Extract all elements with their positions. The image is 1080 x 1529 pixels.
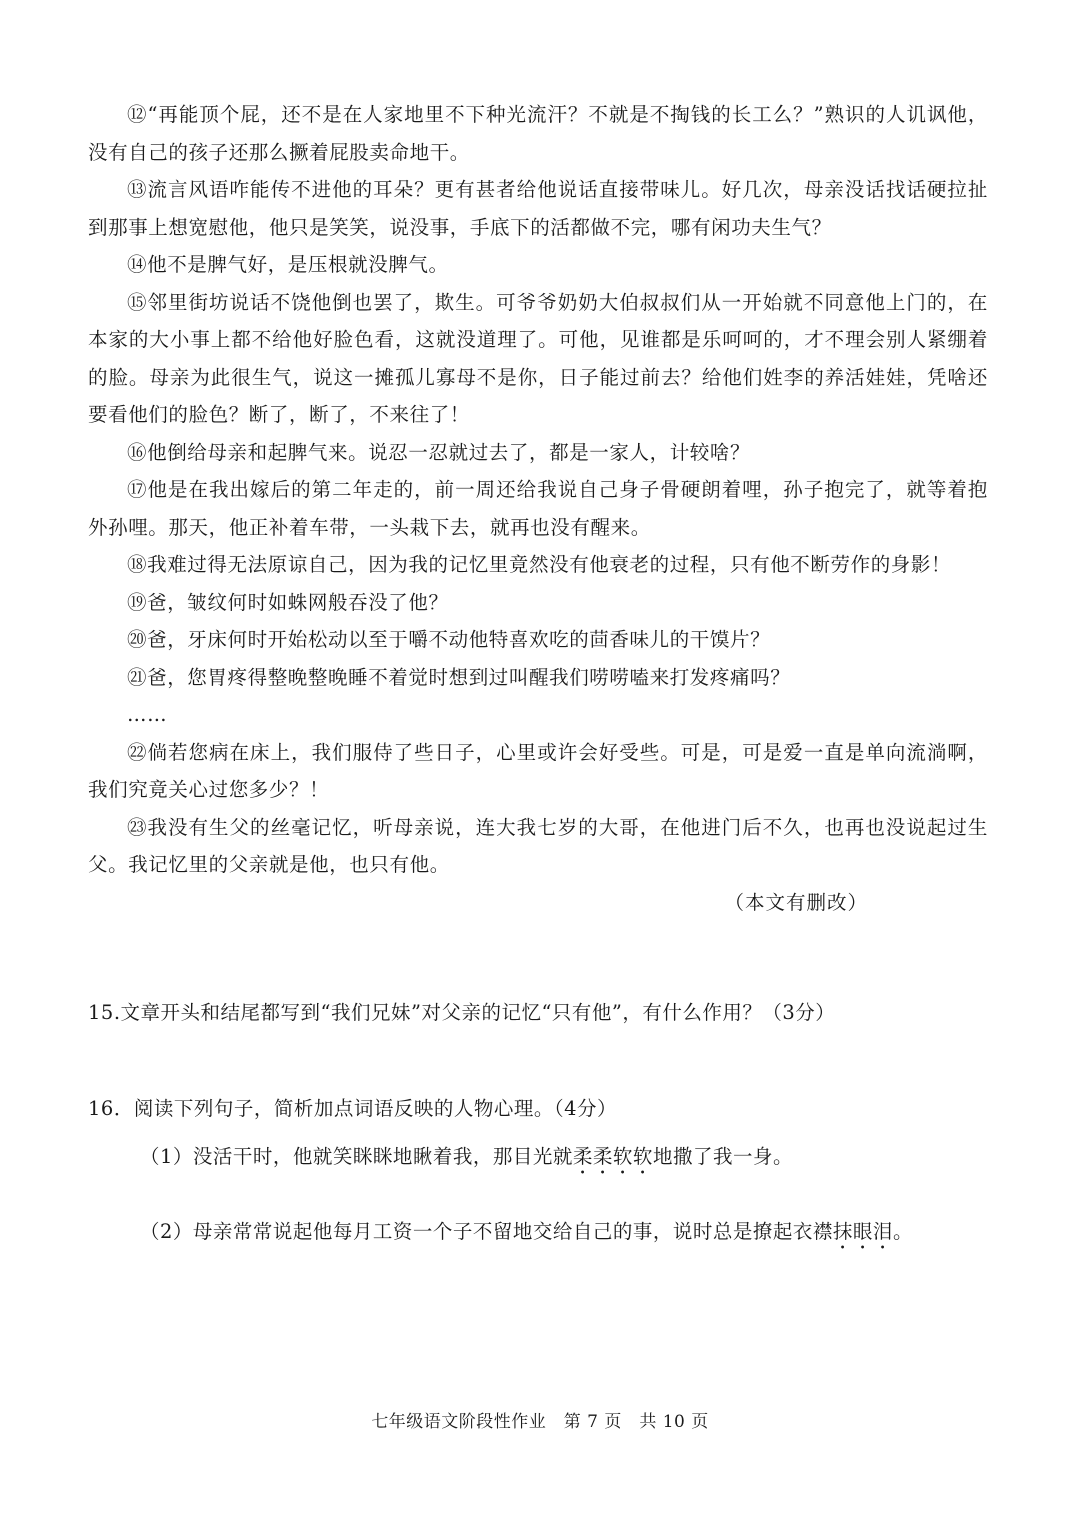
sub-1-text-before: （1）没活干时，他就笑眯眯地瞅着我，那目光就 [140, 1145, 573, 1168]
ellipsis-line: …… [127, 703, 168, 726]
paragraph-12: ⑫“再能顶个屁，还不是在人家地里不下种光流汗？不就是不掏钱的长工么？”熟识的人讥讽他，没有自己的孩子还那么撅着屁股卖命地干。 [88, 103, 988, 164]
paragraph-17: ⑰他是在我出嫁后的第二年走的，前一周还给我说自己身子骨硬朗着哩，孙子抱完了，就等着抱外孙哩。那天，他正补着车带，一头栽下去，就再也没有醒来。 [88, 478, 988, 539]
paragraph-15: ⑮邻里街坊说话不饶他倒也罢了，欺生。可爷爷奶奶大伯叔叔们从一开始就不同意他上门的，在本家的大小事上都不给他好脸色看，这就没道理了。可他，见谁都是乐呵呵的，才不理会别人紧绷着的脸。母亲为此很生气，说这一摊孤儿寡母不是你，日子能过前去？给他们姓李的养活娃娃，凭啥还要看他们的脸色？断了，断了，不来往了！ [88, 290, 988, 426]
paragraph-19: ⑲爸，皱纹何时如蛛网般吞没了他？ [127, 590, 449, 614]
paragraph-22: ㉒倘若您病在床上，我们服侍了些日子，心里或许会好受些。可是，可是爱一直是单向流淌啊，我们究竟关心过您多少？！ [88, 740, 988, 801]
sub-1-text-after: 地撒了我一身。 [652, 1145, 793, 1168]
page-footer: 七年级语文阶段性作业 第 7 页 共 10 页 [371, 1412, 709, 1432]
paragraph-21: ㉑爸，您胃疼得整晚整晚睡不着觉时想到过叫醒我们唠唠嗑来打发疼痛吗？ [127, 665, 791, 689]
question-16-sub-2 [140, 1217, 1000, 1254]
source-note: （本文有删改） [724, 890, 868, 914]
paragraph-18: ⑱我难过得无法原谅自己，因为我的记忆里竟然没有他衰老的过程，只有他不断劳作的身影！ [127, 553, 952, 576]
paragraph-23: ㉓我没有生父的丝毫记忆，听母亲说，连大我七岁的大哥，在他进门后不久，也再也没说起过生父。我记忆里的父亲就是他，也只有他。 [88, 815, 988, 876]
question-16-stem: 16．阅读下列句子，简析加点词语反映的人物心理。（4分） [88, 1097, 617, 1120]
sub-2-dotted-word: 抹眼泪 [832, 1220, 893, 1243]
sub-1-dotted-word: 柔柔软软 [572, 1145, 653, 1168]
paragraph-14: ⑭他不是脾气好，是压根就没脾气。 [127, 253, 449, 276]
paragraph-20: ⑳爸，牙床何时开始松动以至于嚼不动他特喜欢吃的茴香味儿的干馍片？ [127, 628, 771, 651]
sub-2-text-after: 。 [892, 1220, 913, 1243]
question-15: 15.文章开头和结尾都写到“我们兄妹”对父亲的记忆“只有他”，有什么作用？（3分） [88, 1001, 836, 1024]
reading-passage [88, 96, 988, 921]
paragraph-13: ⑬流言风语咋能传不进他的耳朵？更有甚者给他说话直接带味儿。好几次，母亲没话找话硬拉扯到那事上想宽慰他，他只是笑笑，说没事，手底下的活都做不完，哪有闲功夫生气？ [88, 178, 988, 239]
sub-2-text-before: （2）母亲常常说起他每月工资一个子不留地交给自己的事，说时总是撩起衣襟 [140, 1220, 833, 1243]
paragraph-16: ⑯他倒给母亲和起脾气来。说忍一忍就过去了，都是一家人，计较啥？ [127, 440, 751, 464]
question-16-sub-1 [140, 1142, 1000, 1179]
